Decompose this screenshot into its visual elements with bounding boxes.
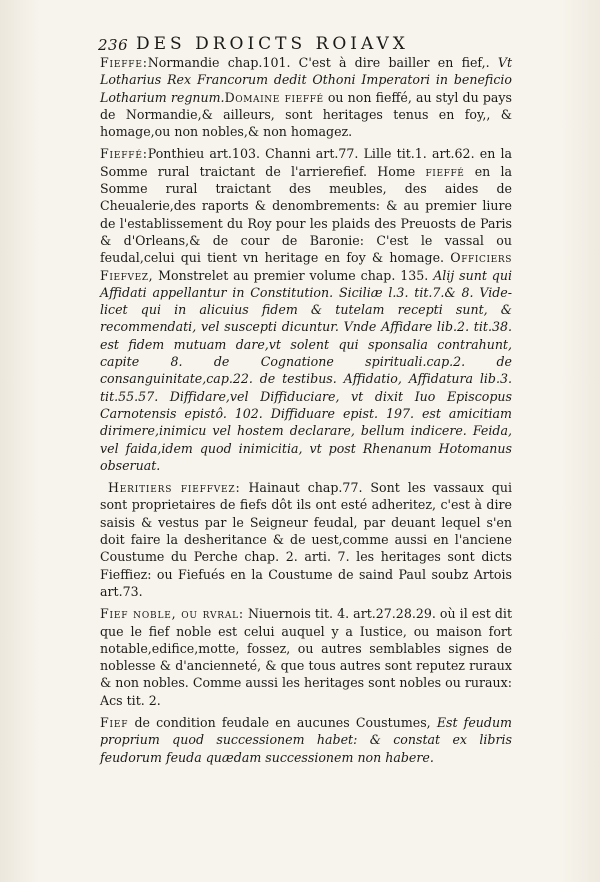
entry-paragraph [100,605,512,709]
page-header [98,34,518,56]
entry-paragraph [100,479,512,600]
term-small-caps: fieffé [425,163,465,179]
entry-text: Monstrelet au premier volume chap. 135. [153,267,434,283]
entry-paragraph [100,145,512,474]
latin-passage: Alij sunt qui Affidati appellantur in Constitution. Siciliæ l.3. tit.7.& 8. Vide-licet qui in alicuius fidem & tutelam recepti sunt, & recommendati, vel suscepti dicuntur. Vnde Affidare lib.2. tit.38. est fidem mutuam dare,vt solent qui sponsalia contrahunt, capite 8. de Cognatione spirituali.cap.2. de consanguinitate,cap.22. de testibus. Affidatio, Affidatura lib.3. tit.55.57. Diffidare,vel Diffiduciare, vt dixit Iuo Episcopus Carnotensis epistô. 102. Diffiduare epist. 197. est amicitiam dirimere,inimicu vel hostem declarare, bellum indicere. Feida, vel faida,idem quod inimicitia, vt post Rhenanum Hotomanus obseruat. [100,267,512,473]
entry-paragraph [100,714,512,766]
entry-paragraph [100,54,512,140]
entry-headword: Heritiers fieffvez: [108,480,241,496]
entry-text: Ponthieu art.103. Channi art.77. Lille tit.1. art.62. en la Somme rural traictant de l'arrierefief. Home [100,146,512,179]
latin-passage: Vt Lotharius Rex Francorum dedit Othoni Imperatori in beneficio Lotharium regnum. [100,55,512,105]
entry-text: en la Somme rural traictant des meubles, des aides de Cheualerie,des raports & denombrements: & au premier liure de l'establissement du Roy pour les plaids des Preuosts de Paris & d'Orleans,& de cour de Baronie: C'est le vassal ou feudal,celui qui tient vn heritage en foy & homage. [100,163,513,266]
term-small-caps: Officiers Fiefvez, [100,250,512,283]
entry-text: Niuernois tit. 4. art.27.28.29. où il est dit que le fief noble est celui auquel y a Iustice, ou maison fort notable,edifice,motte, fossez, ou autres semblables signes de noblesse & d'ancienneté, & que tous autres sont reputez ruraux & non nobles. Comme aussi les heritages sont nobles ou ruraux: Acs tit. 2. [100,606,512,708]
entry-text: ou non fieffé, au styl du pays de Normandie,& ailleurs, sont heritages tenus en foy,, & homage,ou non nobles,& non homagez. [100,89,512,140]
main-text [100,54,512,771]
entry-headword: Fief [100,714,129,730]
term-small-caps: Domaine fieffé [224,89,324,105]
running-title: DES DROICTS ROIAVX [136,34,409,54]
latin-passage: Est feudum proprium quod successionem habet: & constat ex libris feudorum feuda quædam successionem non habere. [100,714,512,765]
entry-text: de condition feudale en aucunes Coustumes, [128,714,437,730]
entry-headword: Fieffé: [100,146,148,162]
entry-headword: Fieffe: [100,55,148,70]
entry-text: Hainaut chap.77. Sont les vassaux qui sont proprietaires de fiefs dôt ils ont esté adheritez, c'est à dire saisis & vestus par le Seigneur feudal, par deuant lequel s'en doit faire la desheritance & de uest,comme aussi en l'anciene Coustume du Perche chap. 2. arti. 7. les heritages sont dicts Fieffiez: ou Fiefués en la Coustume de saind Paul soubz Artois art.73. [100,480,512,599]
page-number: 236 [98,36,129,54]
entry-text: Normandie chap.101. C'est à dire bailler en fief,. [147,55,498,70]
entry-headword: Fief noble, ou rvral: [100,606,244,622]
